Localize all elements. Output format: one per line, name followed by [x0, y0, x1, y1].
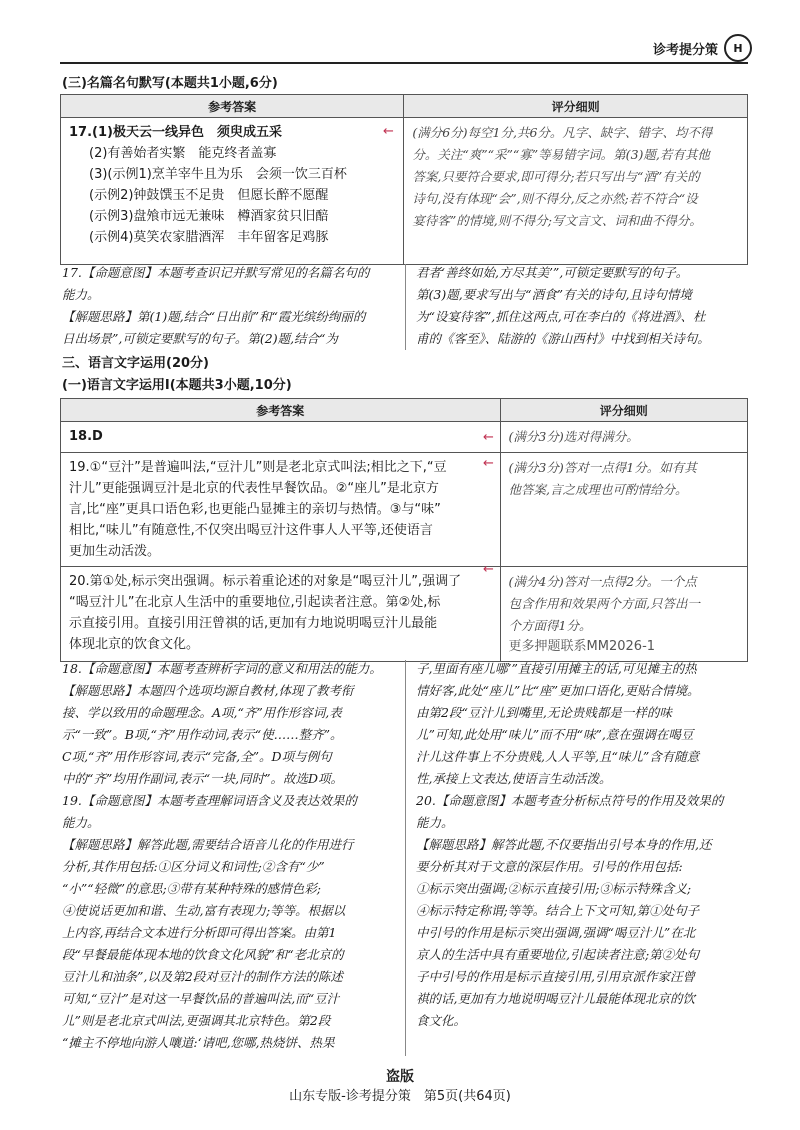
- q17-answer-line: 17.(1)极天云一线异色 须臾成五采: [69, 125, 282, 140]
- brand-title: 诊考提分策: [652, 42, 718, 58]
- q20-answer-line: 示直接引用。直接引用汪曾祺的话,更加有力地说明喝豆汁儿最能: [69, 616, 438, 631]
- q19-rubric-line: 他答案,言之成理也可酌情给分。: [508, 482, 688, 497]
- analysis-line: 豆汁儿和油条”,以及第2段对豆汁的制作方法的陈述: [62, 969, 343, 984]
- column-divider: [405, 660, 406, 1056]
- analysis-line: ①标示突出强调;②标示直接引用;③标示特殊含义;: [416, 881, 692, 896]
- rubric-header: 评分细则: [404, 95, 748, 118]
- q20-rubric-cell: [500, 567, 747, 662]
- q19-answer-line: 19.①“豆汁”是普遍叫法,“豆汁儿”则是老北京式叫法;相比之下,“豆: [69, 460, 447, 475]
- arrow-left-icon: ←: [483, 456, 494, 471]
- analysis-line: 祺的话,更加有力地说明喝豆汁儿最能体现北京的饮: [416, 991, 695, 1006]
- q17-answer-table: [60, 94, 748, 265]
- analysis-line: 19.【命题意图】本题考查理解词语含义及表达效果的: [62, 793, 357, 808]
- analysis-line: 儿”则是老北京式叫法,更强调其北京特色。第2段: [62, 1013, 331, 1028]
- analysis-line: 为“设宴待客”,抓住这两点,可在李白的《将进酒》、杜: [416, 309, 706, 324]
- q18-answer-cell: [61, 422, 501, 453]
- q20-rubric-line: 个方面得1分。: [508, 618, 592, 633]
- q17-rubric-line: 分。关注“爽”“采”“寡”等易错字词。第(3)题,若有其他: [412, 147, 710, 162]
- analysis-line: 子,里面有座儿哪’”直接引用摊主的话,可见摊主的热: [416, 661, 697, 676]
- analysis-line: ④使说话更加和谐、生动,富有表现力;等等。根据以: [62, 903, 346, 918]
- q20-answer-line: 体现北京的饮食文化。: [69, 637, 200, 652]
- analysis-line: 儿”可知,此处用“味儿”而不用“味”,意在强调在喝豆: [416, 727, 694, 742]
- analysis-line: 20.【命题意图】本题考查分析标点符号的作用及效果的: [416, 793, 724, 808]
- analysis-line: 能力。: [62, 287, 100, 302]
- column-divider: [405, 264, 406, 350]
- q18-20-answer-table: [60, 398, 748, 662]
- analysis-line: 日出场景”,可锁定要默写的句子。第(2)题,结合“为: [62, 331, 338, 346]
- q17-answer-cell: [61, 118, 404, 265]
- analysis-line: 能力。: [62, 815, 100, 830]
- rubric-header: 评分细则: [500, 399, 747, 422]
- analysis-line: 京人的生活中具有重要地位,引起读者注意;第②处句: [416, 947, 700, 962]
- analysis-line: “摊主不停地向游人嚷道:‘请吧,您哪,热烧饼、热果: [62, 1035, 335, 1050]
- q20-rubric-line: (满分4分)答对一点得2分。一个点: [508, 574, 697, 589]
- q17-answer-line: (3)(示例1)烹羊宰牛且为乐 会须一饮三百杯: [89, 167, 347, 182]
- analysis-line: 分析,其作用包括:①区分词义和词性;②含有“少”: [62, 859, 325, 874]
- analysis-line: 接、学以致用的命题理念。A项,“齐”用作形容词,表: [62, 705, 342, 720]
- answer-header: 参考答案: [61, 95, 404, 118]
- arrow-left-icon: ←: [383, 124, 394, 139]
- analysis-line: 由第2段“豆汁儿到嘴里,无论贵贱都是一样的味: [416, 705, 672, 720]
- analysis-line: 段“早餐最能体现本地的饮食文化风貌”和“老北京的: [62, 947, 344, 962]
- analysis-line: 中的“齐”均用作副词,表示“一块,同时”。故选D项。: [62, 771, 344, 786]
- arrow-left-icon: ←: [483, 562, 494, 577]
- analysis-line: 能力。: [416, 815, 454, 830]
- q17-answer-line: (示例2)钟鼓馔玉不足贵 但愿长醉不愿醒: [89, 188, 329, 203]
- q17-rubric-cell: [404, 118, 748, 265]
- q19-rubric-cell: [500, 453, 747, 567]
- analysis-line: 17.【命题意图】本题考查识记并默写常见的名篇名句的: [62, 265, 370, 280]
- section-language-title: 三、语言文字运用(20分): [62, 356, 209, 371]
- q17-rubric-line: 宴待客”的情境,则不得分;写文言文、词和曲不得分。: [412, 213, 702, 228]
- header-rule: [60, 62, 748, 64]
- analysis-line: 汁儿这件事上不分贵贱,人人平等,且“味儿”含有随意: [416, 749, 700, 764]
- q19-answer-line: 相比,“味儿”有随意性,不仅突出喝豆汁这件事人人平等,还使语言: [69, 523, 433, 538]
- analysis-line: 【解题思路】第(1)题,结合“日出前”和“霞光缤纷绚丽的: [62, 309, 366, 324]
- analysis-line: ④标示特定称谓;等等。结合上下文可知,第①处句子: [416, 903, 700, 918]
- analysis-line: 第(3)题,要求写出与“酒食”有关的诗句,且诗句情境: [416, 287, 692, 302]
- q19-rubric-line: (满分3分)答对一点得1分。如有其: [508, 460, 697, 475]
- analysis-line: 可知,“豆汁”是对这一早餐饮品的普遍叫法,而“豆汁: [62, 991, 340, 1006]
- analysis-line: 【解题思路】本题四个选项均源自教材,体现了教考衔: [62, 683, 354, 698]
- analysis-line: 18.【命题意图】本题考查辨析字词的意义和用法的能力。: [62, 661, 382, 676]
- q18-20-analysis-left: [62, 658, 402, 1054]
- analysis-line: 中引号的作用是标示突出强调,强调“喝豆汁儿”在北: [416, 925, 696, 940]
- q20-answer-line: “喝豆汁儿”在北京人生活中的重要地位,引起读者注意。第②处,标: [69, 595, 441, 610]
- q17-answer-line: (示例4)莫笑农家腊酒浑 丰年留客足鸡豚: [89, 230, 329, 245]
- section-language-subtitle: (一)语言文字运用Ⅰ(本题共3小题,10分): [62, 378, 292, 393]
- analysis-line: 【解题思路】解答此题,需要结合语音儿化的作用进行: [62, 837, 354, 852]
- analysis-line: 【解题思路】解答此题,不仅要指出引号本身的作用,还: [416, 837, 712, 852]
- arrow-left-icon: ←: [483, 430, 494, 445]
- analysis-line: C项,“齐”用作形容词,表示“完备,全”。D项与例句: [62, 749, 332, 764]
- q17-rubric-line: 答案,只要符合要求,即可得分;若只写出与“酒”有关的: [412, 169, 700, 184]
- q18-answer: 18.D: [69, 429, 103, 444]
- answer-header: 参考答案: [61, 399, 501, 422]
- q17-rubric-line: 诗句,没有体现“会”,则不得分,反之亦然;若不符合“设: [412, 191, 698, 206]
- q20-rubric-line: 包含作用和效果两个方面,只答出一: [508, 596, 701, 611]
- analysis-line: 君者‘善终如始,方尽其美’”,可锁定要默写的句子。: [416, 265, 689, 280]
- section-3-title: (三)名篇名句默写(本题共1小题,6分): [62, 76, 278, 91]
- analysis-line: 甫的《客至》、陆游的《游山西村》中找到相关诗句。: [416, 331, 710, 346]
- watermark-text: 盗版: [386, 1069, 414, 1085]
- analysis-line: 子中引号的作用是标示直接引用,引用京派作家汪曾: [416, 969, 695, 984]
- page-footer: 山东专版-诊考提分策 第5页(共64页): [289, 1089, 511, 1104]
- analysis-line: 食文化。: [416, 1013, 467, 1028]
- analysis-line: 示“一致”。B项,“齐”用作动词,表示“使……整齐”。: [62, 727, 343, 742]
- q20-answer-line: 20.第①处,标示突出强调。标示着重论述的对象是“喝豆汁儿”,强调了: [69, 574, 462, 589]
- analysis-line: 上内容,再结合文本进行分析即可得出答案。由第1: [62, 925, 337, 940]
- promo-contact-text: 更多押题联系MM2026-1: [508, 639, 656, 654]
- q17-answer-line: (示例3)盘飧市远无兼味 樽酒家贫只旧醅: [89, 209, 329, 224]
- q18-rubric-cell: [500, 422, 747, 453]
- q19-answer-line: 更加生动活泼。: [69, 544, 161, 559]
- q19-answer-line: 汁儿”更能强调豆汁是北京的代表性早餐饮品。②“座儿”是北京方: [69, 481, 439, 496]
- q19-answer-line: 言,比“座”更具口语色彩,也更能凸显摊主的亲切与热情。③与“味”: [69, 502, 441, 517]
- analysis-line: 性,承接上文表达,使语言生动活泼。: [416, 771, 612, 786]
- q17-analysis-left: [62, 262, 402, 350]
- q17-analysis-right: [416, 262, 750, 350]
- q19-answer-cell: [61, 453, 501, 567]
- q20-answer-cell: [61, 567, 501, 662]
- q18-20-analysis-right: [416, 658, 750, 1032]
- brand-logo-icon: H: [724, 34, 752, 62]
- analysis-line: “小”“轻微”的意思;③带有某种特殊的感情色彩;: [62, 881, 321, 896]
- analysis-line: 情好客,此处“座儿”比“座”更加口语化,更贴合情境。: [416, 683, 700, 698]
- page-header: [653, 34, 752, 62]
- q17-rubric-line: (满分6分)每空1分,共6分。凡字、缺字、错字、均不得: [412, 125, 713, 140]
- q17-answer-line: (2)有善始者实繁 能克终者盖寡: [89, 146, 277, 161]
- analysis-line: 要分析其对于文意的深层作用。引号的作用包括:: [416, 859, 683, 874]
- q18-rubric: (满分3分)选对得满分。: [508, 429, 639, 444]
